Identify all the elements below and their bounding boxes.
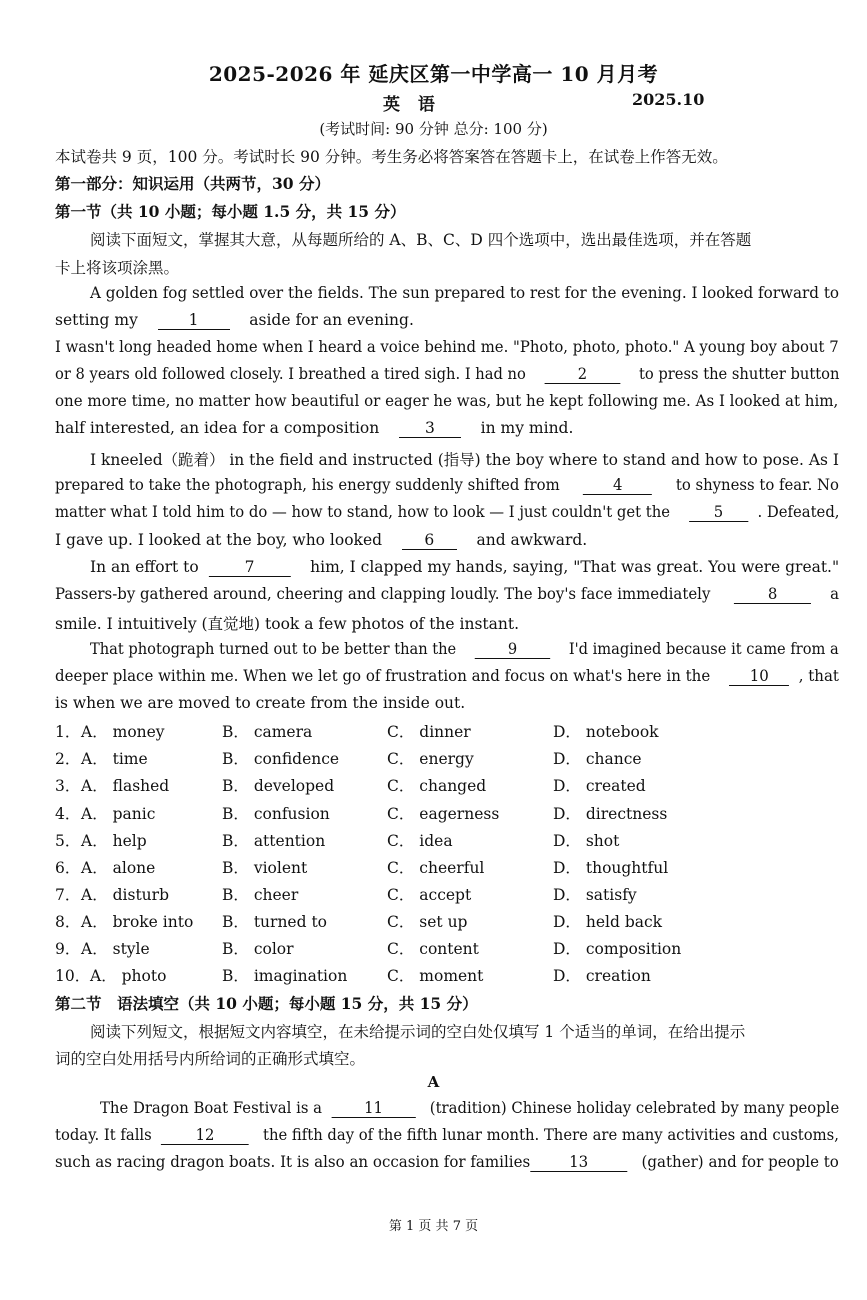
question-number: 7． — [55, 886, 81, 904]
question-number: 2． — [55, 750, 81, 768]
option-d[interactable]: D． shot — [553, 832, 620, 850]
question-number: 9． — [55, 940, 81, 958]
blank-2[interactable]: 2 — [545, 365, 621, 384]
option-a[interactable]: A． money — [81, 723, 165, 741]
option-d[interactable]: D． thoughtful — [553, 859, 669, 877]
option-b[interactable]: B． confusion — [222, 805, 330, 823]
blank-7[interactable]: 7 — [209, 558, 291, 577]
option-c[interactable]: C． cheerful — [387, 859, 485, 877]
option-b[interactable]: B． attention — [222, 832, 326, 850]
passage-line: I kneeled（跪着） in the field and instructed (指导) the boy where to stand and how to pose. As I — [90, 451, 839, 469]
question-number: 10． — [55, 967, 91, 985]
part1-heading: 第一部分：知识运用（共两节，30 分） — [55, 174, 330, 193]
passage-line: one more time, no matter how beautiful or eager he was, but he kept following me. As I looked at him, — [55, 392, 839, 410]
passage-line: That photograph turned out to be better than the 9 I'd imagined because it came from a — [90, 640, 839, 658]
option-c[interactable]: C． dinner — [387, 723, 471, 741]
passage-line: matter what I told him to do — how to stand, how to look — I just couldn't get the 5 . Defeated, — [55, 503, 840, 521]
subject-label: 英 语 — [383, 95, 441, 115]
option-b[interactable]: B． violent — [222, 859, 308, 877]
option-a[interactable]: A． broke into — [81, 913, 194, 931]
option-d[interactable]: D． chance — [553, 750, 642, 768]
blank-11[interactable]: 11 — [331, 1099, 415, 1118]
option-a[interactable]: A． disturb — [81, 886, 169, 904]
option-a[interactable]: A． alone — [81, 859, 156, 877]
option-a[interactable]: A． help — [81, 832, 147, 850]
option-c[interactable]: C． content — [387, 940, 479, 958]
option-c[interactable]: C． accept — [387, 886, 472, 904]
question-number: 5． — [55, 832, 81, 850]
time-info: (考试时间: 90 分钟 总分: 100 分) — [319, 120, 548, 138]
passage-line: I wasn't long headed home when I heard a voice behind me. "Photo, photo, photo." A young boy about 7 — [55, 338, 839, 356]
blank-13[interactable]: 13 — [530, 1153, 627, 1172]
passage-line: setting my 1 aside for an evening. — [55, 311, 414, 329]
passage-a-label: A — [427, 1073, 440, 1091]
passage-line: smile. I intuitively (直觉地) took a few photos of the instant. — [55, 615, 520, 633]
exam-title: 2025-2026 年 延庆区第一中学高一 10 月月考 — [208, 62, 659, 86]
passage-line: prepared to take the photograph, his energy suddenly shifted from 4 to shyness to fear. No — [55, 476, 839, 494]
section1-heading: 第一节（共 10 小题；每小题 1.5 分，共 15 分） — [55, 202, 406, 221]
blank-5[interactable]: 5 — [689, 503, 748, 522]
blank-12[interactable]: 12 — [161, 1126, 249, 1145]
option-d[interactable]: D． notebook — [553, 723, 659, 741]
exam-date: 2025.10 — [632, 90, 705, 109]
blank-8[interactable]: 8 — [734, 585, 811, 604]
notice: 本试卷共 9 页，100 分。考试时长 90 分钟。考生务必将答案答在答题卡上，在试卷上作答无效。 — [55, 148, 728, 166]
instruction-line: 词的空白处用括号内所给词的正确形式填空。 — [55, 1050, 366, 1068]
instruction-line: 阅读下面短文，掌握其大意，从每题所给的 A、B、C、D 四个选项中，选出最佳选项，并在答题 — [90, 231, 752, 249]
option-b[interactable]: B． developed — [222, 777, 335, 795]
option-d[interactable]: D． directness — [553, 805, 668, 823]
blank-1[interactable]: 1 — [158, 311, 230, 330]
passage-a-line: such as racing dragon boats. It is also an occasion for families 13 (gather) and for people to — [55, 1153, 839, 1171]
question-number: 6． — [55, 859, 81, 877]
passage-line: Passers-by gathered around, cheering and clapping loudly. The boy's face immediately 8 a — [55, 585, 840, 603]
blank-4[interactable]: 4 — [583, 476, 652, 495]
option-b[interactable]: B． imagination — [222, 967, 348, 985]
instruction-line: 卡上将该项涂黑。 — [55, 259, 180, 277]
passage-line: In an effort to 7 him, I clapped my hands, saying, "That was great. You were great." — [90, 558, 840, 576]
option-b[interactable]: B． turned to — [222, 913, 328, 931]
option-c[interactable]: C． set up — [387, 913, 468, 931]
option-a[interactable]: A． panic — [81, 805, 156, 823]
passage-a-line: today. It falls 12 the fifth day of the fifth lunar month. There are many activities and customs, — [55, 1126, 839, 1144]
question-number: 8． — [55, 913, 81, 931]
passage-line: half interested, an idea for a composition 3 in my mind. — [55, 419, 574, 437]
blank-3[interactable]: 3 — [399, 419, 461, 438]
option-c[interactable]: C． eagerness — [387, 805, 500, 823]
option-d[interactable]: D． creation — [553, 967, 651, 985]
option-a[interactable]: A． time — [81, 750, 148, 768]
option-a[interactable]: A． style — [81, 940, 150, 958]
option-a[interactable]: A． flashed — [81, 777, 170, 795]
option-c[interactable]: C． moment — [387, 967, 484, 985]
passage-line: A golden fog settled over the fields. The sun prepared to rest for the evening. I looked forward to — [90, 284, 840, 302]
question-number: 1． — [55, 723, 81, 741]
option-c[interactable]: C． energy — [387, 750, 474, 768]
option-b[interactable]: B． cheer — [222, 886, 299, 904]
passage-line: or 8 years old followed closely. I breathed a tired sigh. I had no 2 to press the shutter button — [55, 365, 840, 383]
question-number: 3． — [55, 777, 81, 795]
question-number: 4． — [55, 805, 81, 823]
option-d[interactable]: D． composition — [553, 940, 682, 958]
passage-line: deeper place within me. When we let go of frustration and focus on what's here in the 10 , that — [55, 667, 839, 685]
instruction-line: 阅读下列短文，根据短文内容填空，在未给提示词的空白处仅填写 1 个适当的单词，在给出提示 — [90, 1023, 746, 1041]
passage-line: is when we are moved to create from the inside out. — [55, 694, 466, 712]
section2-heading: 第二节 语法填空（共 10 小题；每小题 15 分，共 15 分） — [55, 994, 478, 1013]
option-a[interactable]: A． photo — [90, 967, 167, 985]
blank-10[interactable]: 10 — [729, 667, 789, 686]
blank-6[interactable]: 6 — [402, 531, 457, 550]
option-b[interactable]: B． confidence — [222, 750, 340, 768]
option-b[interactable]: B． color — [222, 940, 294, 958]
passage-a-line: The Dragon Boat Festival is a 11 (tradition) Chinese holiday celebrated by many people — [100, 1099, 840, 1117]
blank-9[interactable]: 9 — [475, 640, 550, 659]
option-d[interactable]: D． satisfy — [553, 886, 637, 904]
page-footer: 第 1 页 共 7 页 — [388, 1219, 479, 1234]
option-d[interactable]: D． held back — [553, 913, 663, 931]
option-d[interactable]: D． created — [553, 777, 646, 795]
option-c[interactable]: C． changed — [387, 777, 487, 795]
option-b[interactable]: B． camera — [222, 723, 313, 741]
passage-line: I gave up. I looked at the boy, who looked 6 and awkward. — [55, 531, 588, 549]
option-c[interactable]: C． idea — [387, 832, 453, 850]
